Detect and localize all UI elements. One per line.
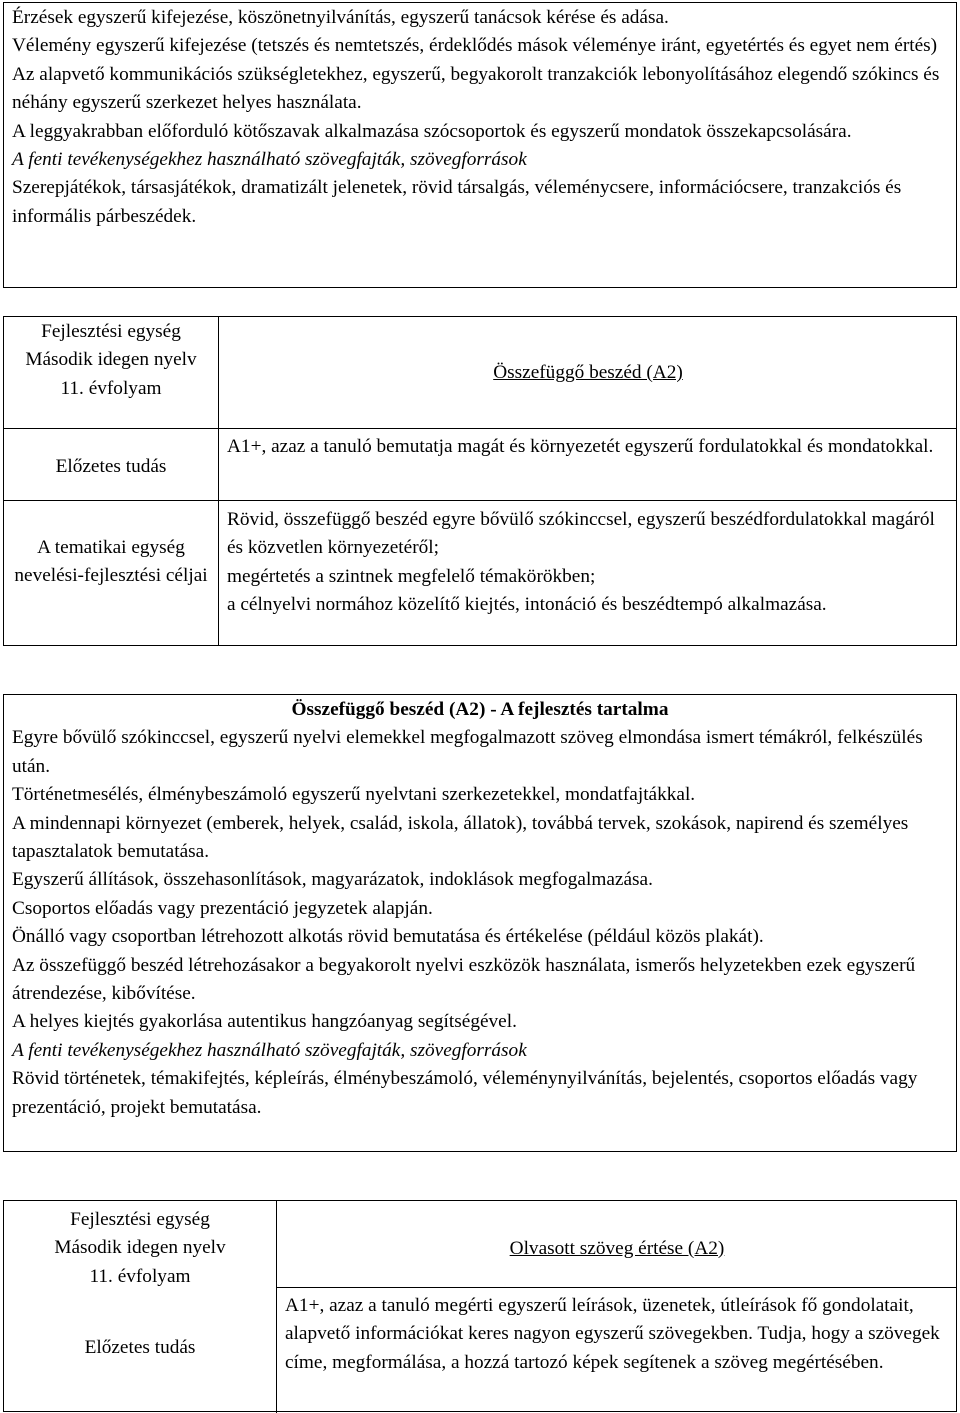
- development-content-box: [3, 694, 957, 1152]
- prior-knowledge-label: [4, 429, 218, 500]
- content-line: A mindennapi környezet (emberek, helyek, család, iskola, állatok), továbbá tervek, szokások, napirend és személyes tapasztalatok bemutatása.: [12, 812, 909, 863]
- prior-knowledge-label: [4, 1293, 276, 1413]
- unit-title-cell: [278, 1201, 956, 1287]
- sources-heading: A fenti tevékenységekhez használható szövegfajták, szövegforrások: [12, 149, 527, 171]
- content-line: Vélemény egyszerű kifejezése (tetszés és nemtetszés, érdeklődés mások véleménye iránt, egyetértés és egyet nem értés): [12, 35, 938, 57]
- goal-line: a célnyelvi normához közelítő kiejtés, intonáció és beszédtempó alkalmazása.: [227, 594, 827, 616]
- unit-label: Fejlesztési egység: [70, 1209, 210, 1230]
- content-line: Csoportos előadás vagy prezentáció jegyzetek alapján.: [12, 897, 433, 919]
- subject-label: Második idegen nyelv: [54, 1237, 226, 1259]
- goal-line: megértetés a szintnek megfelelő témakörökben;: [227, 565, 596, 587]
- unit-title-cell: [220, 317, 956, 428]
- grade-label: 11. évfolyam: [60, 377, 162, 399]
- goal-line: Rövid, összefüggő beszéd egyre bővülő szókinccsel, egyszerű beszédfordulatokkal magáról és közvetlen környezetéről;: [227, 509, 935, 559]
- prior-label-text: Előzetes tudás: [55, 456, 167, 477]
- subject-label: Második idegen nyelv: [25, 349, 197, 371]
- sources-heading: A fenti tevékenységekhez használható szövegfajták, szövegforrások: [12, 1039, 527, 1061]
- unit-title: Összefüggő beszéd (A2): [493, 362, 683, 383]
- prior-knowledge-text: [278, 1288, 956, 1413]
- prior-text: A1+, azaz a tanuló bemutatja magát és környezetét egyszerű fordulatokkal és mondatokkal.: [227, 436, 934, 457]
- goals-text: [220, 501, 956, 645]
- prior-text: A1+, azaz a tanuló megérti egyszerű leírások, üzenetek, útleírások fő gondolatait, alapvető információkat keres nagyon egyszerű szövegekben. Tudja, hogy a szövegek címe, megformálása, a hozzá tartozó képek segítenek a szöveg megértésében.: [285, 1295, 940, 1373]
- prior-knowledge-text: [220, 429, 956, 500]
- unit-header-cell: [4, 317, 218, 428]
- sources-text: Szerepjátékok, társasjátékok, dramatizált jelenetek, rövid társalgás, véleménycsere, információcsere, tranzakciós és informális párbeszédek.: [12, 177, 902, 227]
- content-line: A helyes kiejtés gyakorlása autentikus hangzóanyag segítségével.: [12, 1011, 517, 1033]
- content-line: Az összefüggő beszéd létrehozásakor a begyakorolt nyelvi eszközök használata, ismerős helyzetekben ezek egyszerű átrendezése, kibővítése.: [12, 954, 916, 1005]
- goals-label-text: A tematikai egység nevelési-fejlesztési céljai: [14, 537, 208, 587]
- prior-label-text: Előzetes tudás: [84, 1337, 196, 1358]
- grade-label: 11. évfolyam: [89, 1265, 191, 1287]
- content-line: Érzések egyszerű kifejezése, köszönetnyilvánítás, egyszerű tanácsok kérése és adása.: [12, 7, 669, 28]
- section-title: Összefüggő beszéd (A2) - A fejlesztés tartalma: [291, 699, 669, 720]
- unit-title: Olvasott szöveg értése (A2): [509, 1238, 725, 1259]
- unit-header-cell: [4, 1201, 276, 1293]
- goals-label: [4, 501, 218, 645]
- content-line: Történetmesélés, élménybeszámoló egyszerű nyelvtani szerkezetekkel, mondatfajtákkal.: [12, 784, 696, 806]
- sources-text: Rövid történetek, témakifejtés, képleírás, élménybeszámoló, véleménynyilvánítás, bejelentés, csoportos előadás vagy prezentáció, projekt bemutatása.: [12, 1068, 918, 1118]
- communication-content-box: [3, 2, 957, 288]
- content-line: Egyszerű állítások, összehasonlítások, magyarázatok, indoklások megfogalmazása.: [12, 869, 653, 891]
- unit-label: Fejlesztési egység: [41, 321, 181, 342]
- content-line: Önálló vagy csoportban létrehozott alkotás rövid bemutatása és értékelése (például közös plakát).: [12, 926, 764, 948]
- content-line: Az alapvető kommunikációs szükségletekhez, egyszerű, begyakorolt tranzakciók lebonyolításához elegendő szókincs és néhány egyszerű szerkezet helyes használata.: [12, 63, 940, 114]
- content-line: A leggyakrabban előforduló kötőszavak alkalmazása szócsoportok és egyszerű mondatok összekapcsolására.: [12, 120, 852, 142]
- unit-table-speaking: [3, 316, 957, 646]
- content-line: Egyre bővülő szókinccsel, egyszerű nyelvi elemekkel megfogalmazott szöveg elmondása ismert témákról, felkészülés után.: [12, 727, 923, 777]
- unit-table-reading: [3, 1200, 957, 1412]
